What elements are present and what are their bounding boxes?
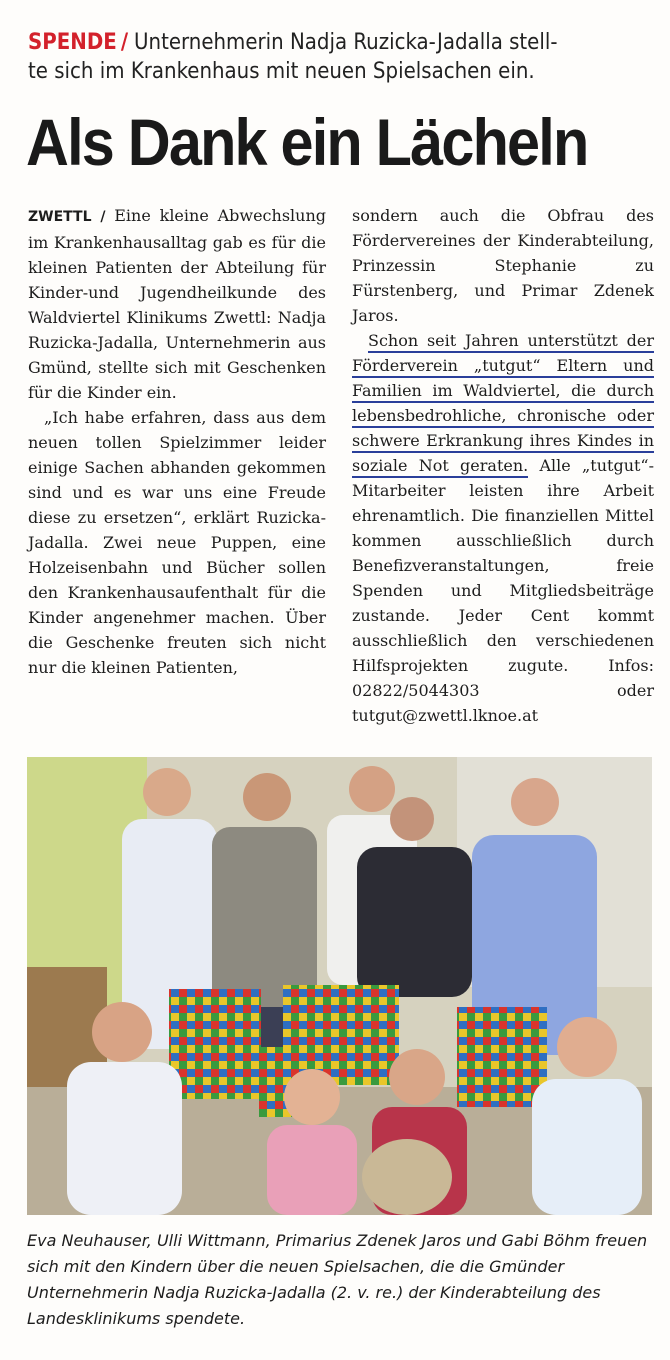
article-column-left (28, 203, 326, 680)
article-paragraph-3: sondern auch die Obfrau des Fördervereines der Kinderabteilung, Prinzessin Stephanie zu Fürstenberg, und Primar Zdenek Jaros. (352, 206, 654, 325)
kicker-line-2: te sich im Krankenhaus mit neuen Spielsachen ein. (28, 59, 535, 84)
group-photo-icon (27, 757, 652, 1215)
kicker (28, 28, 658, 86)
dateline: ZWETTL (28, 209, 92, 225)
article-column-right (352, 203, 654, 728)
article-paragraph-2: „Ich habe erfahren, dass aus dem neuen tollen Spielzimmer leider einige Sachen abhanden gekommen sind und es war uns eine Freude diese zu ersetzen“, erklärt Ruzicka-Jadalla. Zwei neue Puppen, eine Holzeisenbahn und Bücher sollen den Krankenhausaufenthalt für die Kinder angenehmer machen. Über die Geschenke freuten sich nicht nur die kleinen Patienten, (28, 408, 326, 677)
kicker-line-1: Unternehmerin Nadja Ruzicka-Jadalla stell- (134, 30, 558, 55)
article-paragraph-1 (28, 203, 326, 405)
underlined-passage: Schon seit Jahren unterstützt der Förderverein „tutgut“ Eltern und Familien im Waldviertel, die durch lebensbedrohliche, chronische oder schwere Erkrankung ihres Kindes in soziale Not geraten. (352, 331, 654, 478)
dateline-separator: / (100, 209, 106, 225)
paragraph-4-text: Alle „tutgut“-Mitarbeiter leisten ihre Arbeit ehrenamtlich. Die finanziellen Mittel kommen ausschließlich durch Benefizveranstaltungen, freie Spenden und Mitgliedsbeiträge zustande. Jeder Cent kommt ausschließlich den verschiedenen Hilfsprojekten zugute. Infos: 02822/5044303 oder tutgut@zwettl.lknoe.at (352, 456, 655, 725)
kicker-tag: SPENDE (28, 30, 117, 55)
headline: Als Dank ein Lächeln (26, 105, 588, 179)
group-photo (27, 757, 652, 1215)
kicker-separator: / (120, 30, 129, 55)
article-paragraph-4 (352, 328, 654, 728)
photo-caption: Eva Neuhauser, Ulli Wittmann, Primarius Zdenek Jaros und Gabi Böhm freuen sich mit den Kindern über die neuen Spielsachen, die die Gmünder Unternehmerin Nadja Ruzicka-Jadalla (2. v. re.) der Kinderabteilung des Landesklinikums spendete. (27, 1231, 648, 1328)
paragraph-1-text: Eine kleine Abwechslung im Krankenhausalltag gab es für die kleinen Patienten der Abteilung für Kinder-und Jugendheilkunde des Waldviertel Klinikums Zwettl: Nadja Ruzicka-Jadalla, Unternehmerin aus Gmünd, stellte sich mit Geschenken für die Kinder ein. (28, 206, 326, 402)
